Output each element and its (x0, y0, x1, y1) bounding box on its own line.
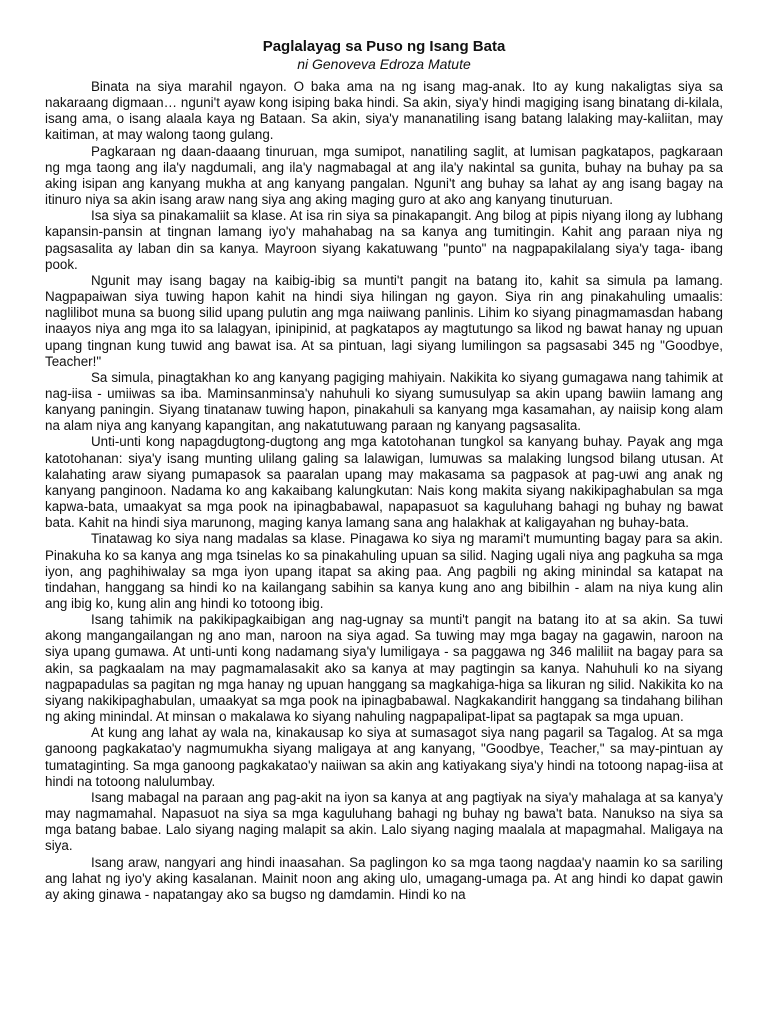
document-body (45, 79, 723, 903)
paragraph: Binata na siya marahil ngayon. O baka ama na ng isang mag-anak. Ito ay kung nakaligtas siya sa nakaraang digmaan… nguni't ayaw kong isiping baka hindi. Sa akin, siya'y hindi magiging isang binatang di-kilala, isang ama, o isang alaala kaya ng Bataan. Sa akin, siya'y mananatiling isang batang lalaking may-kaliitan, may kaitiman, at may walong taong gulang. (45, 79, 723, 143)
paragraph: Isang mabagal na paraan ang pag-akit na iyon sa kanya at ang pagtiyak na siya'y mahalaga at sa kanya'y may nagmamahal. Napasuot na siya sa mga kaguluhang bahagi ng buhay ng bawa't bata. Nanukso na siya sa mga batang babae. Lalo siyang naging malapit sa akin. Lalo siyang naging maalala at mapagmahal. Maligaya na siya. (45, 789, 723, 854)
paragraph: Isang araw, nangyari ang hindi inaasahan. Sa paglingon ko sa mga taong nagdaa'y naamin ko sa sariling ang lahat ng iyo'y aking kasalanan. Mainit noon ang aking ulo, umagang-umaga pa. At ang hindi ko dapat gawin ay aking ginawa - napatangay ako sa bugso ng damdamin. Hindi ko na (45, 854, 723, 902)
paragraph: Sa simula, pinagtakhan ko ang kanyang pagiging mahiyain. Nakikita ko siyang gumagawa nang tahimik at nag-iisa - umiiwas sa iba. Maminsanminsa'y nahuhuli ko siyang sumusulyap sa akin upang bawiin lamang ang kanyang paningin. Siyang tinatanaw tuwing hapon, pinakahuli sa kanyang mga kasamahan, ay naiisip kong alam na alam niya ang kanyang kapangitan, ang nakatutuwang paraan ng kanyang pagsasalita. (45, 369, 723, 434)
paragraph: At kung ang lahat ay wala na, kinakausap ko siya at sumasagot siya nang pagaril sa Tagalog. At sa mga ganoong pagkakatao'y nagmumukha siyang maligaya at ang kanyang, "Goodbye, Teacher," sa may-pintuan ay tumataginting. Sa mga ganoong pagkakatao'y naiiwan sa akin ang katiyakang siya'y hindi na totoong napag-iisa at hindi na totoong nalulumbay. (45, 725, 723, 789)
document-title: Paglalayag sa Puso ng Isang Bata (262, 38, 506, 55)
paragraph: Ngunit may isang bagay na kaibig-ibig sa munti't pangit na batang ito, kahit sa simula pa lamang. Nagpapaiwan siya tuwing hapon kahit na hindi siya hilingan ng gayon. Siya rin ang pinakahuling umaalis: naglilibot muna sa buong silid upang pulutin ang mga naiiwang panlinis. Lihim ko siyang pinagmamasdan habang inaayos niya ang mga ito sa lalagyan, ipinipinid, at pagkatapos ay magtutungo sa likod ng bawat hanay ng upuan upang tingnan kung tuwid ang bawat isa. At sa pintuan, lagi siyang lumilingon sa pagsasabi 345 ng "Goodbye, Teacher!" (45, 272, 723, 369)
paragraph: Isang tahimik na pakikipagkaibigan ang nag-ugnay sa munti't pangit na batang ito at sa akin. Sa tuwi akong mangangailangan ng ano man, naroon na siya agad. Sa tuwing may mga bagay na gagawin, naroon na siya upang gumawa. At unti-unti kong nadamang siya'y lumiligaya - sa paggawa ng 346 maliliit na bagay para sa akin, sa pagkaalam na may pagmamalasakit ako sa kanya at may pagtingin sa kanya. Nahuhuli ko na siyang nagpapadulas sa pagitan ng mga hanay ng upuan hanggang sa magkahiga-higa sa likuran ng silid. Nakikita ko na siyang nakikipaghabulan, umaakyat sa mga pook na ipinagbabawal. Nagkakandirit hanggang sa tindahang bilihan ng aking minindal. At minsan o makalawa ko siyang nahuling nagpapalipat-lipat sa pagtapak sa mga upuan. (45, 612, 723, 725)
paragraph: Pagkaraan ng daan-daaang tinuruan, mga sumipot, nanatiling saglit, at lumisan pagkatapos, pagkaraan ng mga taong ang ila'y nagdumali, ang ila'y nagmabagal at ang ila'y nakintal sa gunita, buhay na buhay pa sa aking isipan ang kanyang mukha at ang kanyang pangalan. Nguni't ang buhay sa lahat ay ang isang bagay na itinuro niya sa akin isang araw nang siya ang aking maging guro at ako ang kanyang tinuturuan. (45, 143, 723, 208)
document-author: ni Genoveva Edroza Matute (297, 56, 471, 72)
paragraph: Unti-unti kong napagdugtong-dugtong ang mga katotohanan tungkol sa kanyang buhay. Payak ang mga katotohanan: siya'y isang munting ulilang galing sa lalawigan, lumuwas sa malaking lungsod bilang utusan. At kalahating araw siyang pumapasok sa paaralan upang may makasama sa pagpasok at pag-uwi ang anak ng kanyang panginoon. Nadama ko ang kakaibang kalungkutan: Nais kong makita siyang nakikipaghabulan sa mga kapwa-bata, umaakyat sa mga pook na ipinagbabawal, napapasuot sa kaguluhang bahagi ng buhay ng bawat bata. Kahit na hindi siya marunong, maging kanya lamang sana ang halakhak at kaligayahan ng buhay-bata. (45, 434, 723, 531)
paragraph: Tinatawag ko siya nang madalas sa klase. Pinagawa ko siya ng marami't mumunting bagay para sa akin. Pinakuha ko sa kanya ang mga tsinelas ko sa pinakahuling upuan sa silid. Naging ugali niya ang pagkuha sa mga iyon, ang paghihiwalay sa mga iyon upang itapat sa aking paa. Ang pagbili ng aking minindal sa katapat na tindahan, hanggang sa hindi ko na kailangang sabihin sa kanya kung ano ang bibilhin - alam na niya kung alin ang ibig ko, kung alin ang hindi ko totoong ibig. (45, 531, 723, 611)
paragraph: Isa siya sa pinakamaliit sa klase. At isa rin siya sa pinakapangit. Ang bilog at pipis niyang ilong ay lubhang kapansin-pansin at tingnan lamang iyo'y mahahabag na sa kanya ang tumitingin. Kahit ang paraan niya ng pagsasalita ay laban din sa kanya. Mayroon siyang kakatuwang "punto" na nagpapakilalang siya'y taga- ibang pook. (45, 208, 723, 272)
